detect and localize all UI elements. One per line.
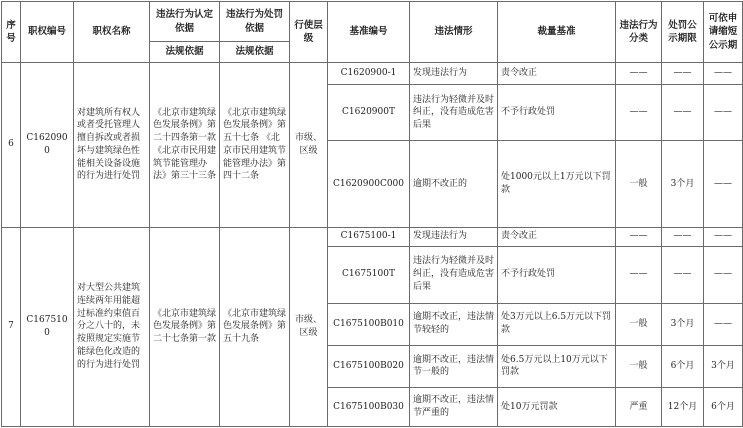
- row6-item1-classification: ——: [616, 63, 662, 85]
- row6-item3-code: C1620900C000: [328, 141, 410, 227]
- header-law-basis-1: 法规依据: [150, 42, 220, 63]
- row7-item1-shorten: ——: [704, 227, 743, 246]
- header-law-basis-2: 法规依据: [220, 42, 290, 63]
- row6-item1-code: C1620900-1: [328, 63, 410, 85]
- header-shorten-period: 可依申请缩短公示期: [704, 2, 743, 63]
- penalty-standards-table: [1, 1, 743, 427]
- header-power-name: 职权名称: [74, 2, 150, 63]
- row6-item2-circumstance: 违法行为轻微并及时纠正，没有造成危害后果: [410, 85, 498, 141]
- header-seq: 序号: [2, 2, 21, 63]
- row7-seq: 7: [2, 227, 21, 427]
- row7-name: 对大型公共建筑连续两年用能超过标准约束值百分之八十的，未按照规定实施节能绿色化改造的的行为进行处罚: [74, 227, 150, 427]
- row6-item3-classification: 一般: [616, 141, 662, 227]
- row6-item3-standard: 处1000元以上1万元以下罚款: [498, 141, 616, 227]
- row6-item3-circumstance: 逾期不改正的: [410, 141, 498, 227]
- row7-item1-standard: 责令改正: [498, 227, 616, 246]
- row7-item3-code: C1675100B010: [328, 303, 410, 345]
- row7-item4-circumstance: 逾期不改正，违法情节一般的: [410, 345, 498, 387]
- row7-item1-circumstance: 发现违法行为: [410, 227, 498, 246]
- row7-item5-circumstance: 逾期不改正，违法情节严重的: [410, 387, 498, 426]
- row6-penalty-basis: 《北京市建筑绿色发展条例》第五十七条 《北京市民用建筑节能管理办法》第四十二条: [220, 63, 290, 227]
- row7-item2-circumstance: 违法行为轻微并及时纠正，没有造成危害后果: [410, 246, 498, 303]
- row7-item4-standard: 处6.5万元以上10万元以下罚款: [498, 345, 616, 387]
- header-standard-code: 基准编号: [328, 2, 410, 63]
- row7-item2-classification: ——: [616, 246, 662, 303]
- row7-item1-classification: ——: [616, 227, 662, 246]
- row6-code: C1620900: [21, 63, 74, 227]
- row7-item3-standard: 处3万元以上6.5万元以下罚款: [498, 303, 616, 345]
- row7-level: 市级、区级: [290, 227, 328, 427]
- row6-item1-circumstance: 发现违法行为: [410, 63, 498, 85]
- row6-item1-period: ——: [662, 63, 704, 85]
- row6-item3-shorten: ——: [704, 141, 743, 227]
- row7-item1-period: ——: [662, 227, 704, 246]
- header-power-code: 职权编号: [21, 2, 74, 63]
- header-row-top: [2, 2, 743, 42]
- header-classification: 违法行为分类: [616, 2, 662, 63]
- row7-item4-code: C1675100B020: [328, 345, 410, 387]
- row7-item3-shorten: ——: [704, 303, 743, 345]
- row7-item3-classification: 一般: [616, 303, 662, 345]
- header-level: 行使层级: [290, 2, 328, 63]
- table-row: [2, 63, 743, 85]
- header-standard: 裁量基准: [498, 2, 616, 63]
- row7-penalty-basis: 《北京市建筑绿色发展条例》第五十九条: [220, 227, 290, 427]
- row7-item2-code: C1675100T: [328, 246, 410, 303]
- row6-item1-standard: 责令改正: [498, 63, 616, 85]
- header-violation-basis: 违法行为认定依据: [150, 2, 220, 42]
- header-publicity-period: 处罚公示期限: [662, 2, 704, 63]
- header-penalty-basis: 违法行为处罚依据: [220, 2, 290, 42]
- row6-item2-standard: 不予行政处罚: [498, 85, 616, 141]
- row7-item5-shorten: 6个月: [704, 387, 743, 426]
- row6-item2-period: ——: [662, 85, 704, 141]
- row7-item3-period: 3个月: [662, 303, 704, 345]
- row6-name: 对建筑所有权人或者受托管理人擅自拆改或者损坏与建筑绿色性能相关设备设施的行为进行处罚: [74, 63, 150, 227]
- row6-seq: 6: [2, 63, 21, 227]
- row7-violation-basis: 《北京市建筑绿色发展条例》第二十七条第一款: [150, 227, 220, 427]
- row7-item1-code: C1675100-1: [328, 227, 410, 246]
- table-row: [2, 227, 743, 246]
- header-circumstance: 违法情形: [410, 2, 498, 63]
- row7-item2-standard: 不予行政处罚: [498, 246, 616, 303]
- row7-item3-circumstance: 逾期不改正，违法情节较轻的: [410, 303, 498, 345]
- row7-code: C1675100: [21, 227, 74, 427]
- row6-item3-period: 3个月: [662, 141, 704, 227]
- row7-item5-standard: 处10万元罚款: [498, 387, 616, 426]
- row7-item5-classification: 严重: [616, 387, 662, 426]
- row7-item4-period: 6个月: [662, 345, 704, 387]
- row7-item4-shorten: 3个月: [704, 345, 743, 387]
- row6-item2-code: C1620900T: [328, 85, 410, 141]
- row6-item1-shorten: ——: [704, 63, 743, 85]
- row6-level: 市级、区级: [290, 63, 328, 227]
- row7-item5-code: C1675100B030: [328, 387, 410, 426]
- row6-violation-basis: 《北京市建筑绿色发展条例》第二十四条第一款 《北京市民用建筑节能管理办法》第三十三条: [150, 63, 220, 227]
- row7-item4-classification: 一般: [616, 345, 662, 387]
- row7-item2-period: ——: [662, 246, 704, 303]
- row7-item2-shorten: ——: [704, 246, 743, 303]
- row6-item2-shorten: ——: [704, 85, 743, 141]
- row7-item5-period: 12个月: [662, 387, 704, 426]
- row6-item2-classification: ——: [616, 85, 662, 141]
